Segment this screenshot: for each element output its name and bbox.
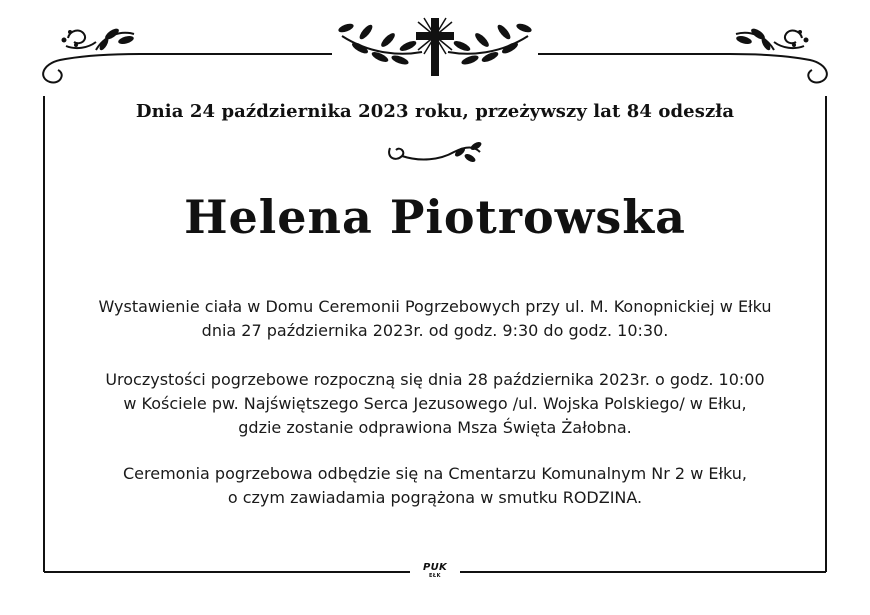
paragraph-line: gdzie zostanie odprawiona Msza Święta Żałobna. — [238, 418, 632, 437]
puk-logo — [417, 562, 453, 584]
death-date-headline: Dnia 24 października 2023 roku, przeżywszy lat 84 odeszła — [135, 101, 735, 122]
viewing-paragraph — [40, 295, 830, 343]
paragraph-line: w Kościele pw. Najświętszego Serca Jezusowego /ul. Wojska Polskiego/ w Ełku, — [123, 394, 747, 413]
logo-sub-text: EŁK — [428, 573, 441, 579]
paragraph-line: Uroczystości pogrzebowe rozpoczną się dnia 28 października 2023r. o godz. 10:00 — [105, 370, 765, 389]
cross-icon — [416, 18, 454, 76]
flourish-icon — [389, 140, 483, 163]
paragraph-line: Wystawienie ciała w Domu Ceremonii Pogrzebowych przy ul. M. Konopnickiej w Ełku — [98, 297, 772, 316]
deceased-name: Helena Piotrowska — [184, 190, 686, 244]
burial-paragraph — [40, 462, 830, 510]
paragraph-line: dnia 27 października 2023r. od godz. 9:30 do godz. 10:30. — [201, 321, 669, 340]
paragraph-line: Ceremonia pogrzebowa odbędzie się na Cmentarzu Komunalnym Nr 2 w Ełku, — [122, 464, 748, 483]
paragraph-line: o czym zawiadamia pogrążona w smutku RODZINA. — [227, 488, 643, 507]
funeral-mass-paragraph — [40, 368, 830, 440]
logo-main-text: PUK — [422, 562, 448, 573]
